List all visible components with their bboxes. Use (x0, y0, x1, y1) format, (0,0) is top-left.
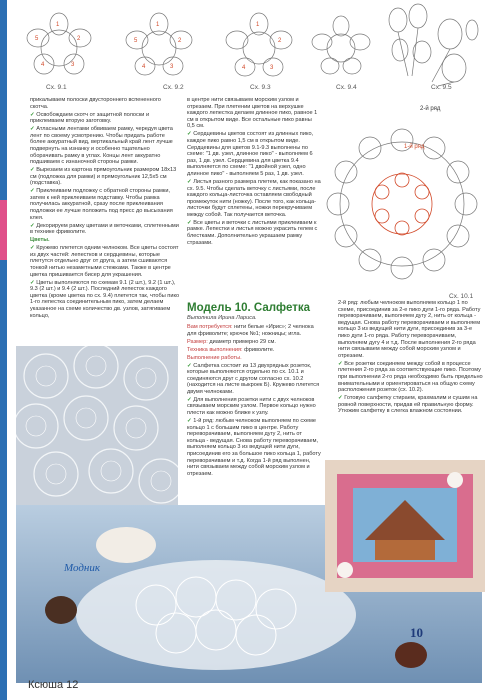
magazine-footer: Ксюша 12 (28, 679, 79, 691)
label-n2: 2 (77, 36, 81, 42)
mid2-paragraph-2: ✓ 1-й ряд: любым челноком выполняем по схеме кольцо 1 с большим пико в центре. Работу переворачиваем, выполняем дугу 2, нить от кольца - ведущая. Снова работу переворачиваем, выполняем кольцо 3 из ведущей нити дуги, присоединив его за большое пико кольца 1, работу переворачиваем и т.д. Когда 1-й ряд выполнен, нити связываем между собой морским узлом и отрезаем. (187, 418, 321, 477)
lace-photo (16, 346, 178, 516)
mid-paragraph-2: ✓ Листья разного размера плетем, как показано на сх. 9.5. Чтобы сделать веточку с листьями, после каждого кольца-листочка оставляем свободный промежуток нити (ножку). После того, как кольца-листочки будут сплетены, ножки перекручиваем между собой. Так получается веточка. (187, 178, 321, 218)
model-work-heading: Выполнение работы. (187, 354, 242, 361)
mid-paragraph-0: в центре нити связываем морским узлом и отрезаем. При плетении цветов на верхушке каждого лепестка делаем длинное пико, равное 1 см в открытом виде. Все остальные пико равны 0,5 см. (187, 97, 318, 130)
caption-9-5: Сх. 9.5 (431, 84, 452, 91)
caption-10-1: Сх. 10.1 (449, 293, 474, 300)
mid-paragraph-3: ✓ Все цветы и веточки с листьями приклеиваем к рамке. Лепестки и листья можно украсить гелем с блестками. Дополнительно украшаем рамку стразами. (187, 219, 318, 246)
left-paragraph-5: ✓ Декорируем рамку цветами и веточками, сплетенными в технике фриволите. (30, 222, 179, 236)
label-n3: 3 (270, 65, 274, 71)
diagram-9-3 (218, 2, 300, 94)
label-n2: 2 (278, 38, 282, 44)
label-n3: 3 (71, 62, 75, 68)
label-round1: 1-й ряд (404, 144, 425, 150)
label-n4: 4 (41, 62, 45, 68)
left-paragraph-2: ✓ Атласными лентами обвиваем рамку, чередуя цвета лент по своему усмотрению. Чтобы придать работе более аккуратный вид, вертикальный край лент лучше подвернуть на изнанку и особенно тщательно оборачивать рамку в углах. Концы лент аккуратно подшиваем с изнаночной стороны рамки. (30, 126, 173, 166)
model-size: Размер: диаметр примерно 29 см. (187, 338, 276, 345)
right-paragraph-2: ✓ Готовую салфетку стираем, крахмалим и сушим на ровной поверхности, придав ей правильную форму. Утюжим салфетку в слегка влажном состоянии. (338, 395, 478, 415)
label-round2: 2-й ряд (420, 106, 441, 112)
label-n1: 1 (156, 22, 160, 28)
frame-photo (325, 460, 485, 592)
left-heading: Цветы. (30, 237, 50, 244)
left-column (30, 97, 180, 321)
caption-9-2: Сх. 9.2 (163, 84, 184, 91)
label-n1: 1 (56, 22, 60, 28)
caption-9-1: Сх. 9.1 (46, 84, 67, 91)
caption-9-4: Сх. 9.4 (336, 84, 357, 91)
left-paragraph-4: ✓ Приклеиваем подложку с обратной стороны рамки, затем к ней приклеиваем подставку. Чтобы рамка получилась аккуратной, сразу после приклеивания подложки ее лучше положить под пресс до высыхания клея. (30, 188, 173, 221)
left-paragraph-0: прикалываем полоски двустороннего вспененного скотча. (30, 97, 161, 110)
diagram-9-5 (384, 2, 480, 94)
label-n5: 5 (35, 36, 39, 42)
model-materials: Вам потребуется: нити белые «Ирис»; 2 челнока для фриволите; крючок №1; ножницы; игла. (187, 324, 314, 337)
middle-column (187, 97, 321, 248)
right-paragraph-1: ✓ Все розетки соединяем между собой в процессе плетения 2-го ряда за соответствующие пико. Поэтому при выполнении 2-го ряда необходимо быть предельно внимательными и ориентироваться на общую схему расположения розеток (сх. 10.2). (338, 360, 483, 394)
diagram-10-1 (318, 100, 486, 300)
page-number: 10 (410, 625, 423, 640)
page-edge-tab (0, 0, 7, 700)
label-n4: 4 (242, 65, 246, 71)
left-paragraph-7: ✓ Цветы выполняются по схемам 9.1 (2 шт.), 9.2 (1 шт.), 9.3 (2 шт.) и 9.4 (2 шт.). Последний лепесток каждого цветка (кроме цветка по сх. 9.4) плетется так, чтобы пико 1-го лепестка соединительным пико, затем делаем указанное на схеме количество дв. узлов, затягиваем кольцо, (30, 279, 180, 319)
label-n4: 4 (142, 64, 146, 70)
mid-paragraph-1: ✓ Сердцевины цветов состоят из длинных пико, каждое пико равно 1,5 см в открытом виде. Сердцевины для цветов 9.1-9.3 выполнены по схеме: "1 дв. узел, длинное пико" - выполняем 6 раз, 1 дв. узел. Сердцевина для цветка 9.4 выполняется по схеме: "1 двойной узел, одно длинное пико" - выполняем 5 раз, 1 дв. узел. (187, 131, 314, 177)
diagram-9-2 (118, 2, 200, 94)
left-paragraph-6: ✓ Кружево плетется одним челноком. Все цветы состоят из двух частей: лепестков и сердцевины, которые плетутся отдельно друг от друга, а затем сшиваются тонкой нитью незаметными стежками. Также в центре цветка пришивается бисер для украшения. (30, 245, 179, 278)
model-technique: Техника выполнения: фриволите. (187, 346, 275, 353)
caption-9-3: Сх. 9.3 (250, 84, 271, 91)
left-paragraph-1: ✓ Освобождаем скотч от защитной полоски и приклеиваем вторую заготовку. (30, 111, 150, 125)
right-column (338, 300, 484, 416)
label-n3: 3 (170, 64, 174, 70)
right-paragraph-0: 2-й ряд: любым челноком выполняем кольцо 1 по схеме, присоединив за 2-е пико дуги 1-го ряда. Работу переворачиваем, выполняем дугу 2, нить от кольца - ведущая. Снова работу переворачиваем и выполняем кольцо 3 из ведущей нити дуги, присоединив за 3-е пико дуги 1-го ряда. Работу переворачиваем, выполняем дугу 4 и т.д. После выполнения 2-го ряда нити связываем между собой морским узлом и отрезаем. (338, 300, 481, 359)
brand-logo: Модник (64, 562, 101, 574)
model-author: Выполнила Ирина Ларисa. (187, 315, 257, 321)
page-edge-accent (0, 200, 7, 260)
mid2-paragraph-1: ✓ Для выполнения розетки нити с двух челноков связываем морским узлом. Первое кольцо нужно плести как можно ближе к узлу. (187, 396, 316, 417)
label-n1: 1 (256, 22, 260, 28)
diagram-9-1 (18, 2, 100, 94)
model-details (187, 324, 321, 479)
left-paragraph-3: ✓ Вырезаем из картона прямоугольник размером 18х13 см (подложка для рамки) и прямоугольник 12,5х5 см (подставка). (30, 167, 177, 187)
label-n5: 5 (134, 38, 138, 44)
label-n2: 2 (178, 38, 182, 44)
model-title: Модель 10. Салфетка (187, 302, 310, 314)
diagram-9-4 (306, 2, 376, 94)
mid2-paragraph-0: ✓ Салфетка состоит из 13 двухрядных розеток, которые выполняются отдельно по сх. 10.1 и соединяются друг с другом согласно сх. 10.2 (находится на листе выкроек Б). Кружево плетется двумя челноками. (187, 362, 320, 395)
